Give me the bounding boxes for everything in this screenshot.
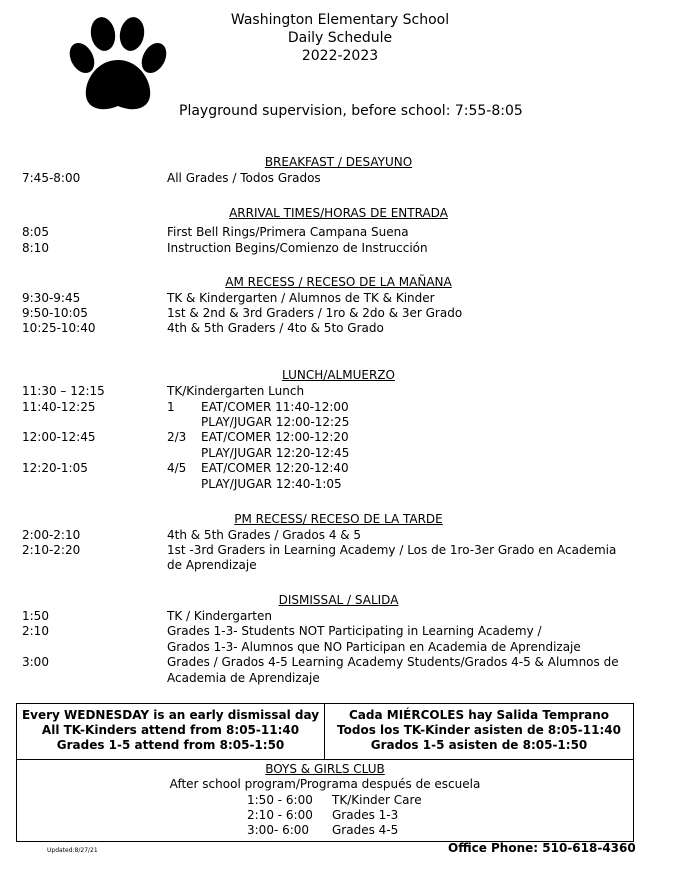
row-time: 3:00 [22,655,49,669]
row-desc: TK / Kindergarten [167,609,272,623]
lunch-eat: EAT/COMER 12:00-12:20 [201,430,349,444]
row-desc: 1st -3rd Graders in Learning Academy / Los de 1ro-3er Grado en Academia [167,543,617,557]
row-time: 8:05 [22,225,49,239]
row-time: 12:20-1:05 [22,461,88,475]
row-desc: Grades 1-3- Students NOT Participating in Learning Academy / [167,624,542,638]
row-time: 12:00-12:45 [22,430,96,444]
club-desc: Grades 4-5 [332,823,399,837]
updated-date: Updated:8/27/21 [47,847,98,854]
wednesday-box [16,703,634,760]
club-time: 3:00- 6:00 [247,823,310,837]
club-desc: Grades 1-3 [332,808,399,822]
row-desc: TK & Kindergarten / Alumnos de TK & Kinder [167,291,435,305]
lunch-play: PLAY/JUGAR 12:20-12:45 [201,446,350,460]
row-desc-continued: Grados 1-3- Alumnos que NO Participan en Academia de Aprendizaje [167,640,581,654]
schedule-title: Daily Schedule [287,30,393,46]
club-desc: TK/Kinder Care [332,793,422,807]
row-desc: First Bell Rings/Primera Campana Suena [167,225,409,239]
club-box [16,759,634,842]
lunch-play: PLAY/JUGAR 12:00-12:25 [201,415,350,429]
school-year: 2022-2023 [301,48,379,64]
row-time: 2:10-2:20 [22,543,81,557]
row-desc: TK/Kindergarten Lunch [167,384,305,398]
row-time: 2:00-2:10 [22,528,81,542]
section-heading-breakfast: BREAKFAST / DESAYUNO [264,155,413,169]
lunch-grade: 2/3 [167,430,187,444]
row-time: 9:50-10:05 [22,306,88,320]
club-time: 1:50 - 6:00 [247,793,313,807]
row-time: 10:25-10:40 [22,321,96,335]
wednesday-en-line: Every WEDNESDAY is an early dismissal day [21,708,320,722]
row-desc-continued: de Aprendizaje [167,558,257,572]
wednesday-en-line: All TK-Kinders attend from 8:05-11:40 [41,723,300,737]
row-desc: All Grades / Todos Grados [167,171,321,185]
row-time: 11:40-12:25 [22,400,96,414]
row-time: 1:50 [22,609,49,623]
lunch-play: PLAY/JUGAR 12:40-1:05 [201,477,342,491]
row-desc-continued: Academia de Aprendizaje [167,671,320,685]
section-heading-arrival: ARRIVAL TIMES/HORAS DE ENTRADA [229,206,448,220]
wednesday-es-line: Todos los TK-Kinder asisten de 8:05-11:40 [337,723,621,737]
wednesday-es-line: Grados 1-5 asisten de 8:05-1:50 [370,738,588,752]
office-phone: Office Phone: 510-618-4360 [448,841,636,855]
wednesday-spanish [325,708,633,753]
club-heading: BOYS & GIRLS CLUB [265,762,385,776]
row-time: 7:45-8:00 [22,171,81,185]
supervision-note: Playground supervision, before school: 7:55-8:05 [179,103,523,119]
wednesday-en-line: Grades 1-5 attend from 8:05-1:50 [56,738,285,752]
row-time: 2:10 [22,624,49,638]
row-time: 11:30 – 12:15 [22,384,105,398]
row-desc: 1st & 2nd & 3rd Graders / 1ro & 2do & 3er Grado [167,306,463,320]
lunch-eat: EAT/COMER 12:20-12:40 [201,461,349,475]
row-desc: 4th & 5th Grades / Grados 4 & 5 [167,528,362,542]
lunch-eat: EAT/COMER 11:40-12:00 [201,400,349,414]
section-heading-lunch: LUNCH/ALMUERZO [282,368,395,382]
section-heading-dismissal: DISMISSAL / SALIDA [278,593,399,607]
row-desc: Instruction Begins/Comienzo de Instrucción [167,241,428,255]
section-heading-am-recess: AM RECESS / RECESO DE LA MAÑANA [225,275,452,289]
lunch-grade: 1 [167,400,175,414]
row-time: 9:30-9:45 [22,291,81,305]
club-time: 2:10 - 6:00 [247,808,313,822]
school-name: Washington Elementary School [230,12,450,28]
lunch-grade: 4/5 [167,461,187,475]
paw-print-icon [66,14,170,118]
club-subtitle: After school program/Programa después de escuela [169,777,481,791]
wednesday-es-line: Cada MIÉRCOLES hay Salida Temprano [348,708,609,722]
row-desc: Grades / Grados 4-5 Learning Academy Students/Grados 4-5 & Alumnos de [167,655,619,669]
row-time: 8:10 [22,241,49,255]
row-desc: 4th & 5th Graders / 4to & 5to Grado [167,321,384,335]
wednesday-english [17,708,324,753]
section-heading-pm-recess: PM RECESS/ RECESO DE LA TARDE [234,512,443,526]
